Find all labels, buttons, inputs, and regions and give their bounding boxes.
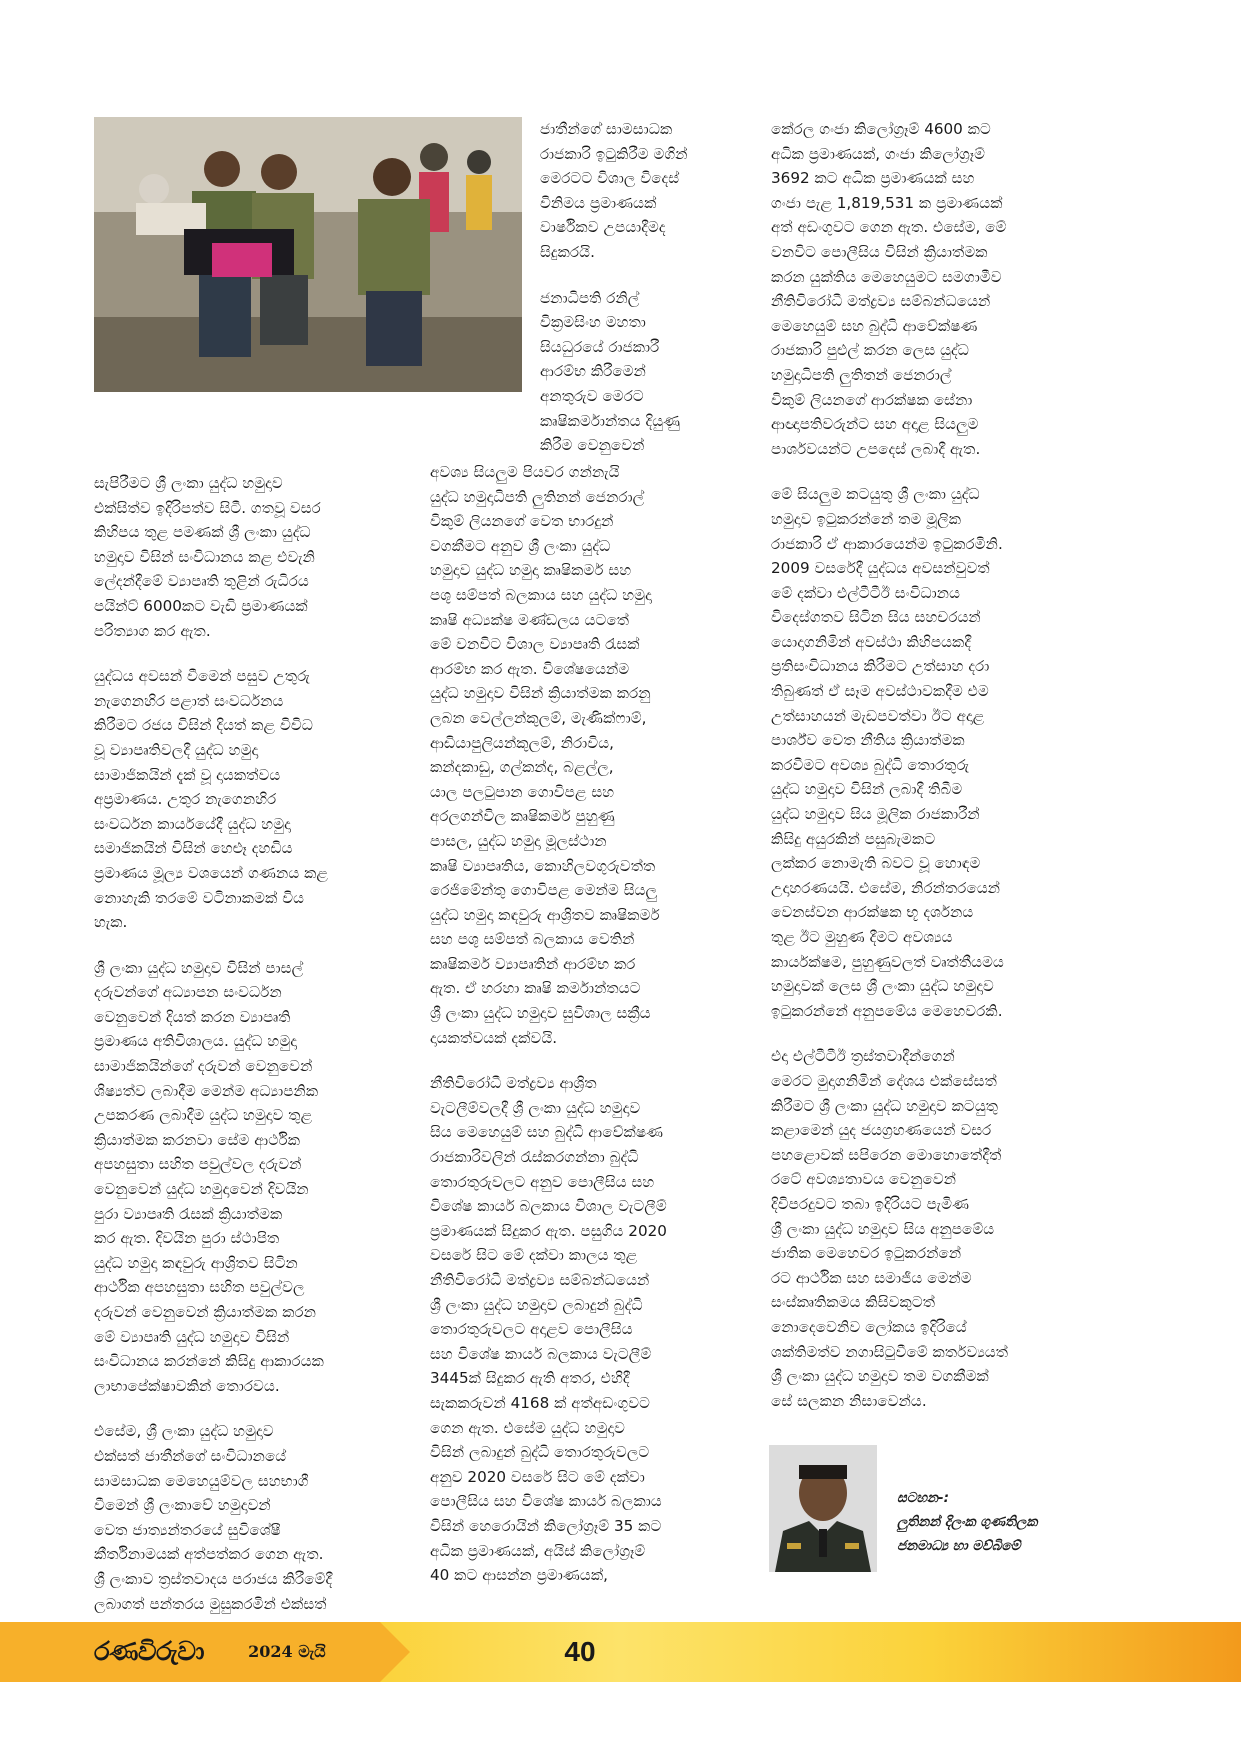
- author-name: ලුතිනන් දිලංක ගුණතිලක: [897, 1514, 1038, 1530]
- paragraph: එසේම, ශ්‍රී ලංකා යුද්ධ හමුදාව එක්සත් ජාතීන්ගේ සංවිධානයේ සාමසාධක මෙහෙයුම්වල සහභාගී වීමෙන් ශ්‍රී ලංකාවේ හමුදාවන් වෙත ජාත්‍යන්තරයේ සුවිශේෂී කීර්තිනාමයක් අත්පත්කර ගෙන ඇත. ශ්‍රී ලංකාව ත්‍රස්තවාදය පරාජය කිරීමේදී ලබාගත් පන්තරය මුසුකරමින් එක්සත්: [94, 1422, 333, 1613]
- article-column-2: [430, 460, 722, 1609]
- author-unit: ජනමාධ්‍ය හා මව්බිමේ: [897, 1538, 1021, 1554]
- author-portrait: [769, 1445, 877, 1572]
- article-column-3: [771, 117, 1071, 1434]
- paragraph: නීතිවිරෝධී මත්ද්‍රව්‍ය ආශ්‍රිත වැටලීම්වලදී ශ්‍රී ලංකා යුද්ධ හමුදාව සිය මෙහෙයුම් සහ බුද්ධි ආවේක්ෂණ රාජකාරිවලින් රැස්කරගන්නා බුද්ධි තොරතුරුවලට අනුව පොලීසිය සහ විශේෂ කාර්ය බලකාය විශාල වැටලීම් ප්‍රමාණයක් සිදුකර ඇත. පසුගිය 2020 වසරේ සිට මේ දක්වා කාලය තුළ නීතිවිරෝධී මත්ද්‍රව්‍ය සම්බන්ධයෙන් ශ්‍රී ලංකා යුද්ධ හමුදාව ලබාදුන් බුද්ධි තොරතුරුවලට අදාළව පොලීසිය සහ විශේෂ කාර්ය බලකාය වැටලීම් 3445ක් සිදුකර ඇති අතර, එහිදී සැකකරුවන් 4168 ක් අත්අඩංගුවට ගෙන ඇත. එසේම යුද්ධ හමුදාව විසින් ලබාදුන් බුද්ධි තොරතුරුවලට අනුව 2020 වසරේ සිට මේ දක්වා පොලීසිය සහ විශේෂ කාර්ය බලකාය විසින් හෙරොයින් කිලෝග්‍රෑම් 35 කට අධික ප්‍රමාණයක්, අයිස් කිලෝග්‍රෑම් 40 කට ආසන්න ප්‍රමාණයක්,: [430, 1074, 667, 1585]
- footer-masthead: [94, 1634, 326, 1670]
- paragraph: එදා එල්ටීටීඊ ත්‍රස්තවාදීන්ගෙන් මෙරට මුදාගනිමින් දේශය එක්සේසත් කිරීමට ශ්‍රී ලංකා යුද්ධ හමුදාව කටයුතු කළාමෙන් යුද ජයග්‍රහණයෙන් වසර පහළොවක් සපිරෙන මොහොතේදීත් රටේ අවශ්‍යතාවය වෙනුවෙන් දිවිපරදුවට තබා ඉදිරියට පැමිණ ශ්‍රී ලංකා යුද්ධ හමුදාව සිය අනුපමේය ජාතික මෙහෙවර ඉටුකරන්නේ රට ආර්ථික සහ සමාජීය මෙන්ම සංස්කෘතිකමය කිසිවකුටත් නොදෙවෙනිව ලෝකය ඉදිරියේ ශක්තිමත්ව නගාසිටුවීමේ කර්තව්‍යයත් ශ්‍රී ලංකා යුද්ධ හමුදාව තම වගකීමක් සේ සලකන නිසාවෙන්ය.: [771, 1047, 1009, 1410]
- article-column-2-top: [540, 117, 738, 458]
- paragraph: කේරල ගංජා කිලෝග්‍රෑම් 4600 කට අධික ප්‍රමාණයක්, ගංජා කිලෝග්‍රෑම් 3692 කට අධික ප්‍රමාණයක් සහ ගංජා පැළ 1,819,531 ක ප්‍රමාණයක් අත් අඩංගුවට ගෙන ඇත. එසේම, මේ වනවිට පොලීසිය විසින් ක්‍රියාත්මක කරන යුක්තිය මෙහෙයුමට සමගාමීව නීතිවිරෝධී මත්ද්‍රව්‍ය සම්බන්ධයෙන් මෙහෙයුම් සහ බුද්ධි ආවේක්ෂණ රාජකාරි පුළුල් කරන ලෙස යුද්ධ හමුදාධිපති ලුතිතන් ජෙනරාල් විකුම් ලියනගේ ආරක්ෂක සේනා ආඥාපතිවරුන්ට සහ අදාළ සියලුම පාර්ශවයන්ට උපදෙස් ලබාදී ඇත.: [771, 120, 1007, 458]
- article-column-1: [94, 471, 412, 1637]
- magazine-brand: රණවිරුවා: [94, 1636, 205, 1667]
- paragraph: ජාතීන්ගේ සාමසාධක රාජකාරි ඉටුකිරීම මගින් මෙරටට විශාල විදෙස් විනිමය ප්‍රමාණයක් වාර්ෂිකව උපයාදීමද සිදුකරයි.: [540, 120, 688, 261]
- page-number: 40: [564, 1636, 596, 1667]
- issue-date: 2024 මැයි: [248, 1642, 326, 1661]
- paragraph: ශ්‍රී ලංකා යුද්ධ හමුදාව විසින් පාසල් දරුවන්ගේ අධ්‍යාපන සංවර්ධන වෙනුවෙන් දියත් කරන ව්‍යාපෘති ප්‍රමාණය අතිවිශාලය. යුද්ධ හමුදා සාමාජිකයින්ගේ දරුවන් වෙනුවෙන් ශිෂ්‍යත්ව ලබාදීම මෙන්ම අධ්‍යාපනික උපකරණ ලබාදීම යුද්ධ හමුදාව තුළ ක්‍රියාත්මක කරනවා සේම ආර්ථික අපහසුතා සහිත පවුල්වල දරුවන් වෙනුවෙන් යුද්ධ හමුදාවෙන් දිවයින පුරා ව්‍යාපෘති රැසක් ක්‍රියාත්මක කර ඇත. දිවයින පුරා ස්ථාපිත යුද්ධ හමුදා කඳවුරු ආශ්‍රිතව සිටින ආර්ථික අපහසුතා සහිත පවුල්වල දරුවන් වෙනුවෙන් ක්‍රියාත්මක කරන මේ ව්‍යාපෘති යුද්ධ හමුදාව විසින් සංවිධානය කරන්නේ කිසිදු ආකාරයක ලාභාපේක්ෂාවකින් තොරවය.: [94, 958, 324, 1395]
- byline-label: සටහන-:: [897, 1490, 950, 1506]
- author-byline: [897, 1486, 1087, 1558]
- paragraph: මේ සියලුම කටයුතු ශ්‍රී ලංකා යුද්ධ හමුදාව ඉටුකරන්නේ තම මූලික රාජකාරි ඒ ආකාරයෙන්ම ඉටුකරමිනි. 2009 වසරේදී යුද්ධය අවසන්වුවත් මේ දක්වා එල්ටීටීඊ සංවිධානය විදෙස්ගතව සිටින සිය සහචරයන් යොදාගනිමින් අවස්ථා කිහිපයකදී ප්‍රතිසංවිධානය කිරීමට උත්සාහ දරා තිබුණත් ඒ සෑම අවස්ථාවකදීම එම උත්සාහයන් මැඩපවත්වා ඊට අදාළ පාර්ශ්ව වෙත නීතිය ක්‍රියාත්මක කරවීමට අවශ්‍ය බුද්ධි තොරතුරු යුද්ධ හමුදාව විසින් ලබාදී තිබීම යුද්ධ හමුදාව සිය මූලික රාජකාරීන් කිසිදු අයුරකින් පසුබැමකට ලක්කර නොමැති බවට වූ හොඳම උදාහරණයයි. එසේම, නිරන්තරයෙන් වෙනස්වන ආරක්ෂක භූ දර්ශනය තුළ ඊට මුහුණ දීමට අවශ්‍යය කාර්යක්ෂම, පුහුණුවලත් වෘත්තීයමය හමුදාවක් ලෙස ශ්‍රී ලංකා යුද්ධ හමුදාව ඉටුකරන්නේ අනුපමේය මෙහෙවරකි.: [771, 485, 1004, 1020]
- paragraph: ජනාධිපති රනිල් වික්‍රමසිංහ මහතා සියධුරයේ රාජකාරී ආරම්භ කිරීමෙන් අනතුරුව මෙරට කෘෂිකර්මාන්තය දියුණු කිරීම වෙනුවෙන්: [540, 288, 681, 455]
- article-photo-flood-rescue: [94, 117, 522, 392]
- paragraph: සැපිරීමට ශ්‍රී ලංකා යුද්ධ හමුදාව එක්සිත්ව ඉදිරිපත්ව සිටී. ගතවූ වසර කිහිපය තුළ පමණක් ශ්‍රී ලංකා යුද්ධ හමුදාව විසින් සංවිධානය කළ එවැනි ලේදන්දීමේ ව්‍යාපෘති තුළින් රුධිරය පයින්ට් 6000කට වැඩි ප්‍රමාණයක් පරිත්‍යාග කර ඇත.: [94, 474, 321, 640]
- paragraph: යුද්ධය අවසන් වීමෙන් පසුව උතුරු නැගෙනහිර පළාත් සංවර්ධනය කිරීමට රජය විසින් දියත් කළ විවිධ වූ ව්‍යාපෘතිවලදී යුද්ධ හමුදා සාමාජිකයින් දැක් වූ දායකත්වය අප්‍රමාණය. උතුර නැගෙනහිර සංවර්ධන කාර්යයේදී යුද්ධ හමුදා සමාජිකයින් විසින් හෙළූ දහඩිය ප්‍රමාණය මූල්‍ය වශයෙන් ගණනය කළ නොහැකි තරමේ වටිනාකමක් විය හැක.: [94, 667, 329, 932]
- paragraph: අවශ්‍ය සියලුම පියවර ගන්නැයි යුද්ධ හමුදාධිපති ලුතිනන් ජෙනරාල් විකුම් ලියනගේ වෙත භාරදුන් වගකීමට අනුව ශ්‍රී ලංකා යුද්ධ හමුදාව යුද්ධ හමුදා කෘෂිකර්ම සහ පශු සම්පත් බලකාය සහ යුද්ධ හමුදා කෘෂි අධ්‍යක්ෂ මණ්ඩලය යටතේ මේ වනවිට විශාල ව්‍යාපෘති රැසක් ආරම්භ කර ඇත. විශේෂයෙන්ම යුද්ධ හමුදාව විසින් ක්‍රියාත්මක කරනු ලබන වෙල්ලන්කුලම්, මැණික්ෆාම්, ආඩියාපුලියන්කුලම්, නිරාවිය, කන්දකාඩු, ගල්කන්ද, බළල්ල, යාල පලටුපාන ගොවිපළ සහ අරලගන්විල කෘෂිකර්ම පුහුණු පාසල, යුද්ධ හමුදා මූලස්ථාන කෘෂි ව්‍යාපෘතිය, කොහිලවගුරුවත්ත රෙජිමේන්තු ගොවිපළ මෙන්ම සියලු යුද්ධ හමුදා කඳවුරු ආශ්‍රිතව කෘෂිකර්ම සහ පශු සම්පත් බලකාය වෙතින් කෘෂිකර්ම ව්‍යාපෘතින් ආරම්භ කර ඇත. ඒ හරහා කෘෂි කර්මාන්තයට ශ්‍රී ලංකා යුද්ධ හමුදාව සුවිශාල සක්‍රීය දායකත්වයක් දක්වයි.: [430, 463, 660, 1047]
